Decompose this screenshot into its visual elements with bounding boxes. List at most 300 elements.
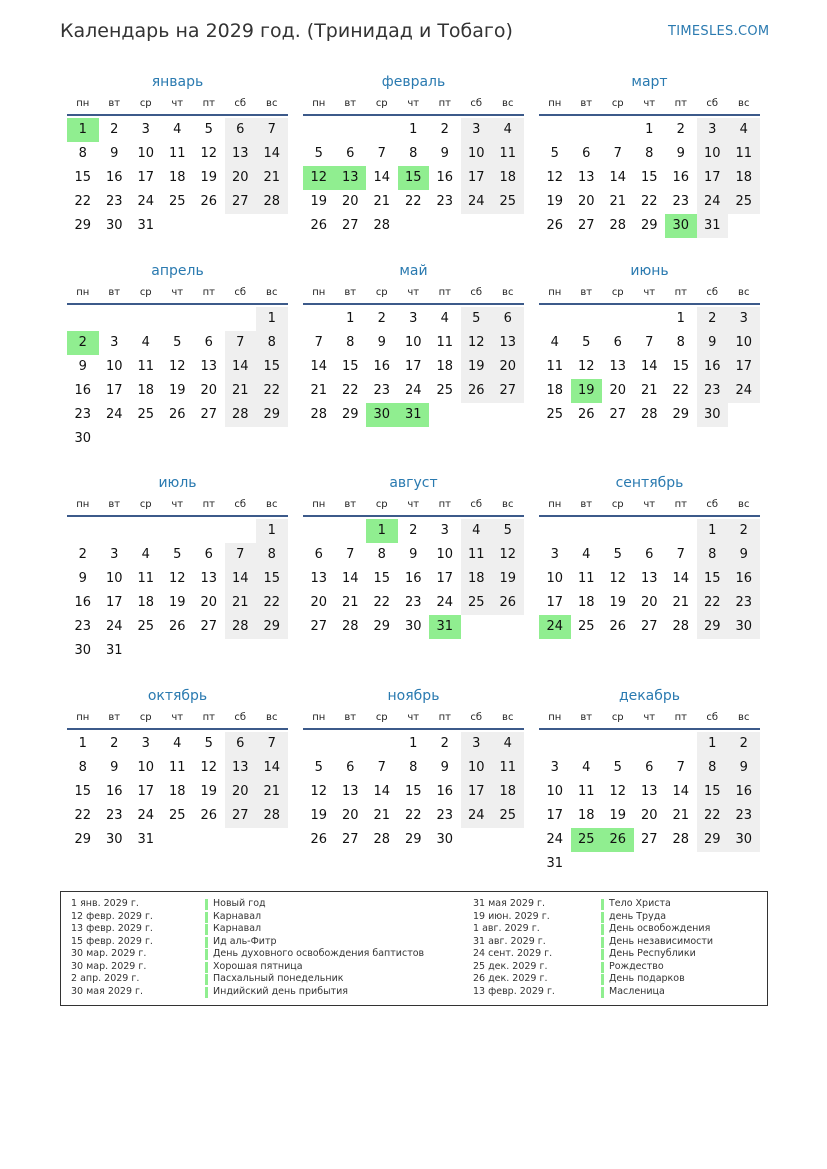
weekday-label: ср xyxy=(611,499,624,510)
day-cell: 18 xyxy=(436,359,454,374)
day-cell: 11 xyxy=(577,571,595,586)
day-cell: 12 xyxy=(200,760,218,775)
day-cell: 22 xyxy=(74,194,92,209)
legend-date: 1 янв. 2029 г. xyxy=(71,898,139,909)
day-cell: 9 xyxy=(440,146,449,161)
holiday-day-cell: 1 xyxy=(67,118,99,142)
day-cell: 2 xyxy=(78,547,87,562)
day-cell: 4 xyxy=(582,760,591,775)
day-cell: 15 xyxy=(404,784,422,799)
holiday-day-cell: 31 xyxy=(429,615,461,639)
month-divider xyxy=(303,728,524,730)
weekday-label: вт xyxy=(108,287,121,298)
weekday-label: вс xyxy=(738,499,750,510)
day-cell: 1 xyxy=(78,736,87,751)
day-cell: 15 xyxy=(672,359,690,374)
day-cell: 20 xyxy=(200,595,218,610)
day-cell: 29 xyxy=(672,407,690,422)
day-cell: 11 xyxy=(467,547,485,562)
holiday-day-cell: 30 xyxy=(366,403,398,427)
legend-holiday-name: Масленица xyxy=(609,985,665,997)
day-cell: 19 xyxy=(310,808,328,823)
day-cell: 11 xyxy=(137,359,155,374)
day-cell: 5 xyxy=(582,335,591,350)
day-cell: 2 xyxy=(110,122,119,137)
day-cell: 16 xyxy=(74,383,92,398)
weekday-label: пн xyxy=(312,499,326,510)
weekday-label: сб xyxy=(234,98,247,109)
day-cell: 10 xyxy=(105,359,123,374)
legend-holiday-name: Индийский день прибытия xyxy=(213,985,349,997)
day-cell: 19 xyxy=(546,194,564,209)
page-title: Календарь на 2029 год. (Тринидад и Тобаго) xyxy=(60,20,513,42)
day-cell: 15 xyxy=(263,571,281,586)
weekday-label: пт xyxy=(438,712,451,723)
legend-date: 30 мая 2029 г. xyxy=(71,985,144,997)
legend-marker xyxy=(205,974,208,985)
site-logo-link[interactable]: TIMESLES.COM xyxy=(668,24,770,39)
weekday-label: сб xyxy=(706,499,719,510)
day-cell: 2 xyxy=(110,736,119,751)
day-cell: 3 xyxy=(472,736,481,751)
day-cell: 6 xyxy=(645,760,654,775)
day-cell: 5 xyxy=(204,122,213,137)
weekday-label: ср xyxy=(139,499,152,510)
weekday-label: ср xyxy=(611,98,624,109)
holiday-day-cell: 1 xyxy=(366,519,398,543)
day-cell: 21 xyxy=(640,383,658,398)
day-cell: 25 xyxy=(137,407,155,422)
day-cell: 19 xyxy=(609,595,627,610)
weekday-label: пн xyxy=(548,287,562,298)
weekday-label: сб xyxy=(470,499,483,510)
month-5 xyxy=(303,263,524,463)
day-cell: 28 xyxy=(373,832,391,847)
month-divider xyxy=(539,728,760,730)
weekday-label: пт xyxy=(202,712,215,723)
day-cell: 5 xyxy=(550,146,559,161)
month-name: июнь xyxy=(630,263,669,279)
legend-date: 31 авг. 2029 г. xyxy=(473,935,546,947)
weekday-label: пн xyxy=(312,287,326,298)
weekday-label: пт xyxy=(438,499,451,510)
day-cell: 28 xyxy=(263,808,281,823)
day-cell: 23 xyxy=(436,194,454,209)
day-cell: 18 xyxy=(499,784,517,799)
weekday-label: пн xyxy=(76,499,90,510)
month-divider xyxy=(303,515,524,517)
day-cell: 27 xyxy=(231,808,249,823)
weekday-label: пт xyxy=(202,499,215,510)
day-cell: 14 xyxy=(672,571,690,586)
day-cell: 19 xyxy=(200,170,218,185)
day-cell: 29 xyxy=(263,619,281,634)
month-divider xyxy=(67,728,288,730)
day-cell: 1 xyxy=(267,311,276,326)
weekday-label: ср xyxy=(611,712,624,723)
day-cell: 17 xyxy=(703,170,721,185)
day-cell: 24 xyxy=(137,808,155,823)
month-name: сентябрь xyxy=(615,475,684,491)
day-cell: 15 xyxy=(703,571,721,586)
day-cell: 20 xyxy=(499,359,517,374)
day-cell: 5 xyxy=(613,760,622,775)
weekday-label: пн xyxy=(548,98,562,109)
legend-holiday-name: Рождество xyxy=(609,960,664,972)
day-cell: 17 xyxy=(546,808,564,823)
weekday-label: пн xyxy=(548,499,562,510)
day-cell: 27 xyxy=(341,218,359,233)
weekday-label: пт xyxy=(202,287,215,298)
day-cell: 20 xyxy=(231,170,249,185)
weekday-label: пт xyxy=(674,712,687,723)
day-cell: 23 xyxy=(74,407,92,422)
weekday-label: вс xyxy=(266,287,278,298)
day-cell: 14 xyxy=(373,784,391,799)
day-cell: 6 xyxy=(503,311,512,326)
weekday-label: сб xyxy=(706,287,719,298)
holiday-legend xyxy=(60,891,768,1006)
day-cell: 27 xyxy=(341,832,359,847)
day-cell: 29 xyxy=(74,832,92,847)
day-cell: 23 xyxy=(373,383,391,398)
day-cell: 22 xyxy=(404,808,422,823)
day-cell: 25 xyxy=(137,619,155,634)
day-cell: 17 xyxy=(105,595,123,610)
day-cell: 28 xyxy=(231,619,249,634)
weekday-label: вт xyxy=(580,712,593,723)
day-cell: 22 xyxy=(703,595,721,610)
day-cell: 13 xyxy=(200,571,218,586)
day-cell: 30 xyxy=(105,832,123,847)
day-cell: 6 xyxy=(346,760,355,775)
weekday-label: вс xyxy=(266,712,278,723)
weekday-label: вт xyxy=(580,98,593,109)
day-cell: 9 xyxy=(110,760,119,775)
day-cell: 2 xyxy=(739,736,748,751)
day-cell: 30 xyxy=(404,619,422,634)
day-cell: 21 xyxy=(672,808,690,823)
day-cell: 28 xyxy=(341,619,359,634)
day-cell: 17 xyxy=(404,359,422,374)
weekday-label: чт xyxy=(407,98,420,109)
day-cell: 3 xyxy=(141,736,150,751)
day-cell: 12 xyxy=(200,146,218,161)
month-name: ноябрь xyxy=(387,688,440,704)
day-cell: 8 xyxy=(409,760,418,775)
month-12 xyxy=(539,688,760,888)
day-cell: 13 xyxy=(609,359,627,374)
day-cell: 30 xyxy=(74,431,92,446)
month-name: февраль xyxy=(381,74,446,90)
month-divider xyxy=(539,114,760,116)
day-cell: 27 xyxy=(499,383,517,398)
weekday-label: чт xyxy=(643,712,656,723)
day-cell: 14 xyxy=(231,571,249,586)
day-cell: 24 xyxy=(703,194,721,209)
weekday-label: сб xyxy=(234,287,247,298)
day-cell: 3 xyxy=(440,523,449,538)
day-cell: 8 xyxy=(645,146,654,161)
day-cell: 26 xyxy=(499,595,517,610)
day-cell: 15 xyxy=(341,359,359,374)
day-cell: 23 xyxy=(703,383,721,398)
legend-date: 31 мая 2029 г. xyxy=(473,898,546,909)
weekday-label: чт xyxy=(171,499,184,510)
day-cell: 10 xyxy=(546,571,564,586)
legend-marker xyxy=(205,937,208,948)
weekday-label: пн xyxy=(548,712,562,723)
day-cell: 10 xyxy=(703,146,721,161)
day-cell: 23 xyxy=(672,194,690,209)
day-cell: 7 xyxy=(377,760,386,775)
weekday-label: вс xyxy=(738,287,750,298)
month-name: июль xyxy=(158,475,197,491)
month-divider xyxy=(67,515,288,517)
day-cell: 26 xyxy=(546,218,564,233)
legend-marker xyxy=(601,974,604,985)
day-cell: 21 xyxy=(263,170,281,185)
weekday-label: вт xyxy=(344,499,357,510)
legend-marker xyxy=(601,962,604,973)
month-2 xyxy=(303,74,524,274)
day-cell: 11 xyxy=(168,146,186,161)
day-cell: 20 xyxy=(310,595,328,610)
day-cell: 13 xyxy=(310,571,328,586)
day-cell: 14 xyxy=(373,170,391,185)
day-cell: 12 xyxy=(577,359,595,374)
day-cell: 8 xyxy=(346,335,355,350)
weekday-label: вс xyxy=(266,499,278,510)
day-cell: 8 xyxy=(267,547,276,562)
day-cell: 20 xyxy=(609,383,627,398)
month-3 xyxy=(539,74,760,274)
month-divider xyxy=(303,114,524,116)
month-divider xyxy=(303,303,524,305)
day-cell: 21 xyxy=(263,784,281,799)
day-cell: 4 xyxy=(472,523,481,538)
day-cell: 27 xyxy=(640,619,658,634)
holiday-day-cell: 13 xyxy=(335,166,367,190)
day-cell: 11 xyxy=(137,571,155,586)
day-cell: 4 xyxy=(173,122,182,137)
day-cell: 25 xyxy=(499,808,517,823)
holiday-day-cell: 2 xyxy=(67,331,99,355)
day-cell: 24 xyxy=(467,808,485,823)
day-cell: 19 xyxy=(168,595,186,610)
day-cell: 8 xyxy=(409,146,418,161)
day-cell: 23 xyxy=(74,619,92,634)
day-cell: 24 xyxy=(105,407,123,422)
day-cell: 11 xyxy=(577,784,595,799)
day-cell: 1 xyxy=(409,736,418,751)
weekday-label: вс xyxy=(266,98,278,109)
day-cell: 16 xyxy=(436,784,454,799)
day-cell: 21 xyxy=(310,383,328,398)
day-cell: 21 xyxy=(609,194,627,209)
day-cell: 20 xyxy=(341,808,359,823)
day-cell: 9 xyxy=(739,547,748,562)
day-cell: 22 xyxy=(404,194,422,209)
day-cell: 29 xyxy=(74,218,92,233)
day-cell: 18 xyxy=(577,595,595,610)
day-cell: 11 xyxy=(168,760,186,775)
day-cell: 27 xyxy=(200,619,218,634)
day-cell: 24 xyxy=(105,619,123,634)
day-cell: 9 xyxy=(708,335,717,350)
legend-date: 26 дек. 2029 г. xyxy=(473,973,548,984)
weekday-label: чт xyxy=(407,499,420,510)
day-cell: 4 xyxy=(550,335,559,350)
day-cell: 23 xyxy=(105,808,123,823)
month-name: октябрь xyxy=(147,688,208,704)
legend-holiday-name: Пасхальный понедельник xyxy=(213,973,344,984)
day-cell: 3 xyxy=(141,122,150,137)
day-cell: 27 xyxy=(577,218,595,233)
day-cell: 26 xyxy=(310,832,328,847)
day-cell: 7 xyxy=(613,146,622,161)
day-cell: 28 xyxy=(263,194,281,209)
day-cell: 24 xyxy=(137,194,155,209)
weekday-label: пт xyxy=(438,98,451,109)
day-cell: 13 xyxy=(640,784,658,799)
day-cell: 14 xyxy=(341,571,359,586)
weekday-label: вс xyxy=(502,712,514,723)
day-cell: 25 xyxy=(168,808,186,823)
day-cell: 1 xyxy=(708,523,717,538)
day-cell: 19 xyxy=(609,808,627,823)
day-cell: 15 xyxy=(74,784,92,799)
month-name: декабрь xyxy=(618,688,681,704)
day-cell: 22 xyxy=(263,383,281,398)
day-cell: 5 xyxy=(613,547,622,562)
day-cell: 4 xyxy=(503,122,512,137)
day-cell: 12 xyxy=(168,359,186,374)
day-cell: 3 xyxy=(708,122,717,137)
day-cell: 16 xyxy=(735,784,753,799)
weekday-label: вт xyxy=(108,98,121,109)
day-cell: 2 xyxy=(440,122,449,137)
weekday-label: сб xyxy=(470,98,483,109)
legend-marker xyxy=(601,924,604,935)
day-cell: 16 xyxy=(404,571,422,586)
weekday-label: вт xyxy=(344,287,357,298)
day-cell: 2 xyxy=(676,122,685,137)
legend-date: 13 февр. 2029 г. xyxy=(71,923,153,934)
legend-holiday-name: Карнавал xyxy=(213,910,262,922)
day-cell: 4 xyxy=(141,335,150,350)
day-cell: 3 xyxy=(409,311,418,326)
day-cell: 12 xyxy=(609,784,627,799)
weekday-label: пт xyxy=(674,98,687,109)
month-7 xyxy=(67,475,288,675)
weekday-label: ср xyxy=(375,98,388,109)
weekday-label: ср xyxy=(139,287,152,298)
day-cell: 17 xyxy=(137,170,155,185)
weekday-label: вт xyxy=(108,712,121,723)
legend-holiday-name: Новый год xyxy=(213,898,266,909)
day-cell: 15 xyxy=(74,170,92,185)
day-cell: 4 xyxy=(582,547,591,562)
weekday-label: ср xyxy=(611,287,624,298)
day-cell: 14 xyxy=(263,146,281,161)
month-divider xyxy=(67,303,288,305)
day-cell: 2 xyxy=(739,523,748,538)
holiday-day-cell: 12 xyxy=(303,166,335,190)
day-cell: 18 xyxy=(735,170,753,185)
holiday-day-cell: 26 xyxy=(602,828,634,852)
legend-date: 13 февр. 2029 г. xyxy=(473,985,555,997)
day-cell: 22 xyxy=(74,808,92,823)
day-cell: 4 xyxy=(739,122,748,137)
day-cell: 31 xyxy=(137,832,155,847)
day-cell: 2 xyxy=(708,311,717,326)
legend-date: 1 авг. 2029 г. xyxy=(473,923,540,934)
weekday-label: сб xyxy=(706,712,719,723)
day-cell: 23 xyxy=(735,595,753,610)
day-cell: 17 xyxy=(467,170,485,185)
day-cell: 22 xyxy=(263,595,281,610)
day-cell: 14 xyxy=(231,359,249,374)
day-cell: 30 xyxy=(436,832,454,847)
day-cell: 21 xyxy=(231,595,249,610)
weekday-label: сб xyxy=(706,98,719,109)
day-cell: 16 xyxy=(672,170,690,185)
weekday-label: чт xyxy=(407,287,420,298)
day-cell: 3 xyxy=(550,547,559,562)
day-cell: 17 xyxy=(436,571,454,586)
day-cell: 23 xyxy=(436,808,454,823)
day-cell: 21 xyxy=(231,383,249,398)
day-cell: 29 xyxy=(703,832,721,847)
day-cell: 18 xyxy=(137,383,155,398)
day-cell: 5 xyxy=(173,335,182,350)
day-cell: 2 xyxy=(409,523,418,538)
day-cell: 8 xyxy=(78,760,87,775)
month-9 xyxy=(539,475,760,675)
day-cell: 6 xyxy=(346,146,355,161)
day-cell: 19 xyxy=(310,194,328,209)
month-divider xyxy=(67,114,288,116)
day-cell: 18 xyxy=(137,595,155,610)
weekday-label: ср xyxy=(375,499,388,510)
day-cell: 25 xyxy=(467,595,485,610)
day-cell: 15 xyxy=(373,571,391,586)
day-cell: 20 xyxy=(200,383,218,398)
holiday-day-cell: 31 xyxy=(398,403,430,427)
day-cell: 27 xyxy=(640,832,658,847)
day-cell: 25 xyxy=(735,194,753,209)
day-cell: 24 xyxy=(404,383,422,398)
day-cell: 6 xyxy=(204,547,213,562)
legend-date: 24 сент. 2029 г. xyxy=(473,948,553,959)
weekday-label: ср xyxy=(139,712,152,723)
day-cell: 6 xyxy=(314,547,323,562)
weekday-label: сб xyxy=(470,712,483,723)
day-cell: 29 xyxy=(640,218,658,233)
holiday-day-cell: 19 xyxy=(571,379,603,403)
month-name: январь xyxy=(151,74,204,90)
weekday-label: вс xyxy=(502,98,514,109)
weekday-label: чт xyxy=(643,499,656,510)
weekday-label: пн xyxy=(76,287,90,298)
day-cell: 23 xyxy=(105,194,123,209)
day-cell: 19 xyxy=(200,784,218,799)
weekday-label: сб xyxy=(234,499,247,510)
day-cell: 18 xyxy=(467,571,485,586)
day-cell: 4 xyxy=(503,736,512,751)
day-cell: 22 xyxy=(640,194,658,209)
